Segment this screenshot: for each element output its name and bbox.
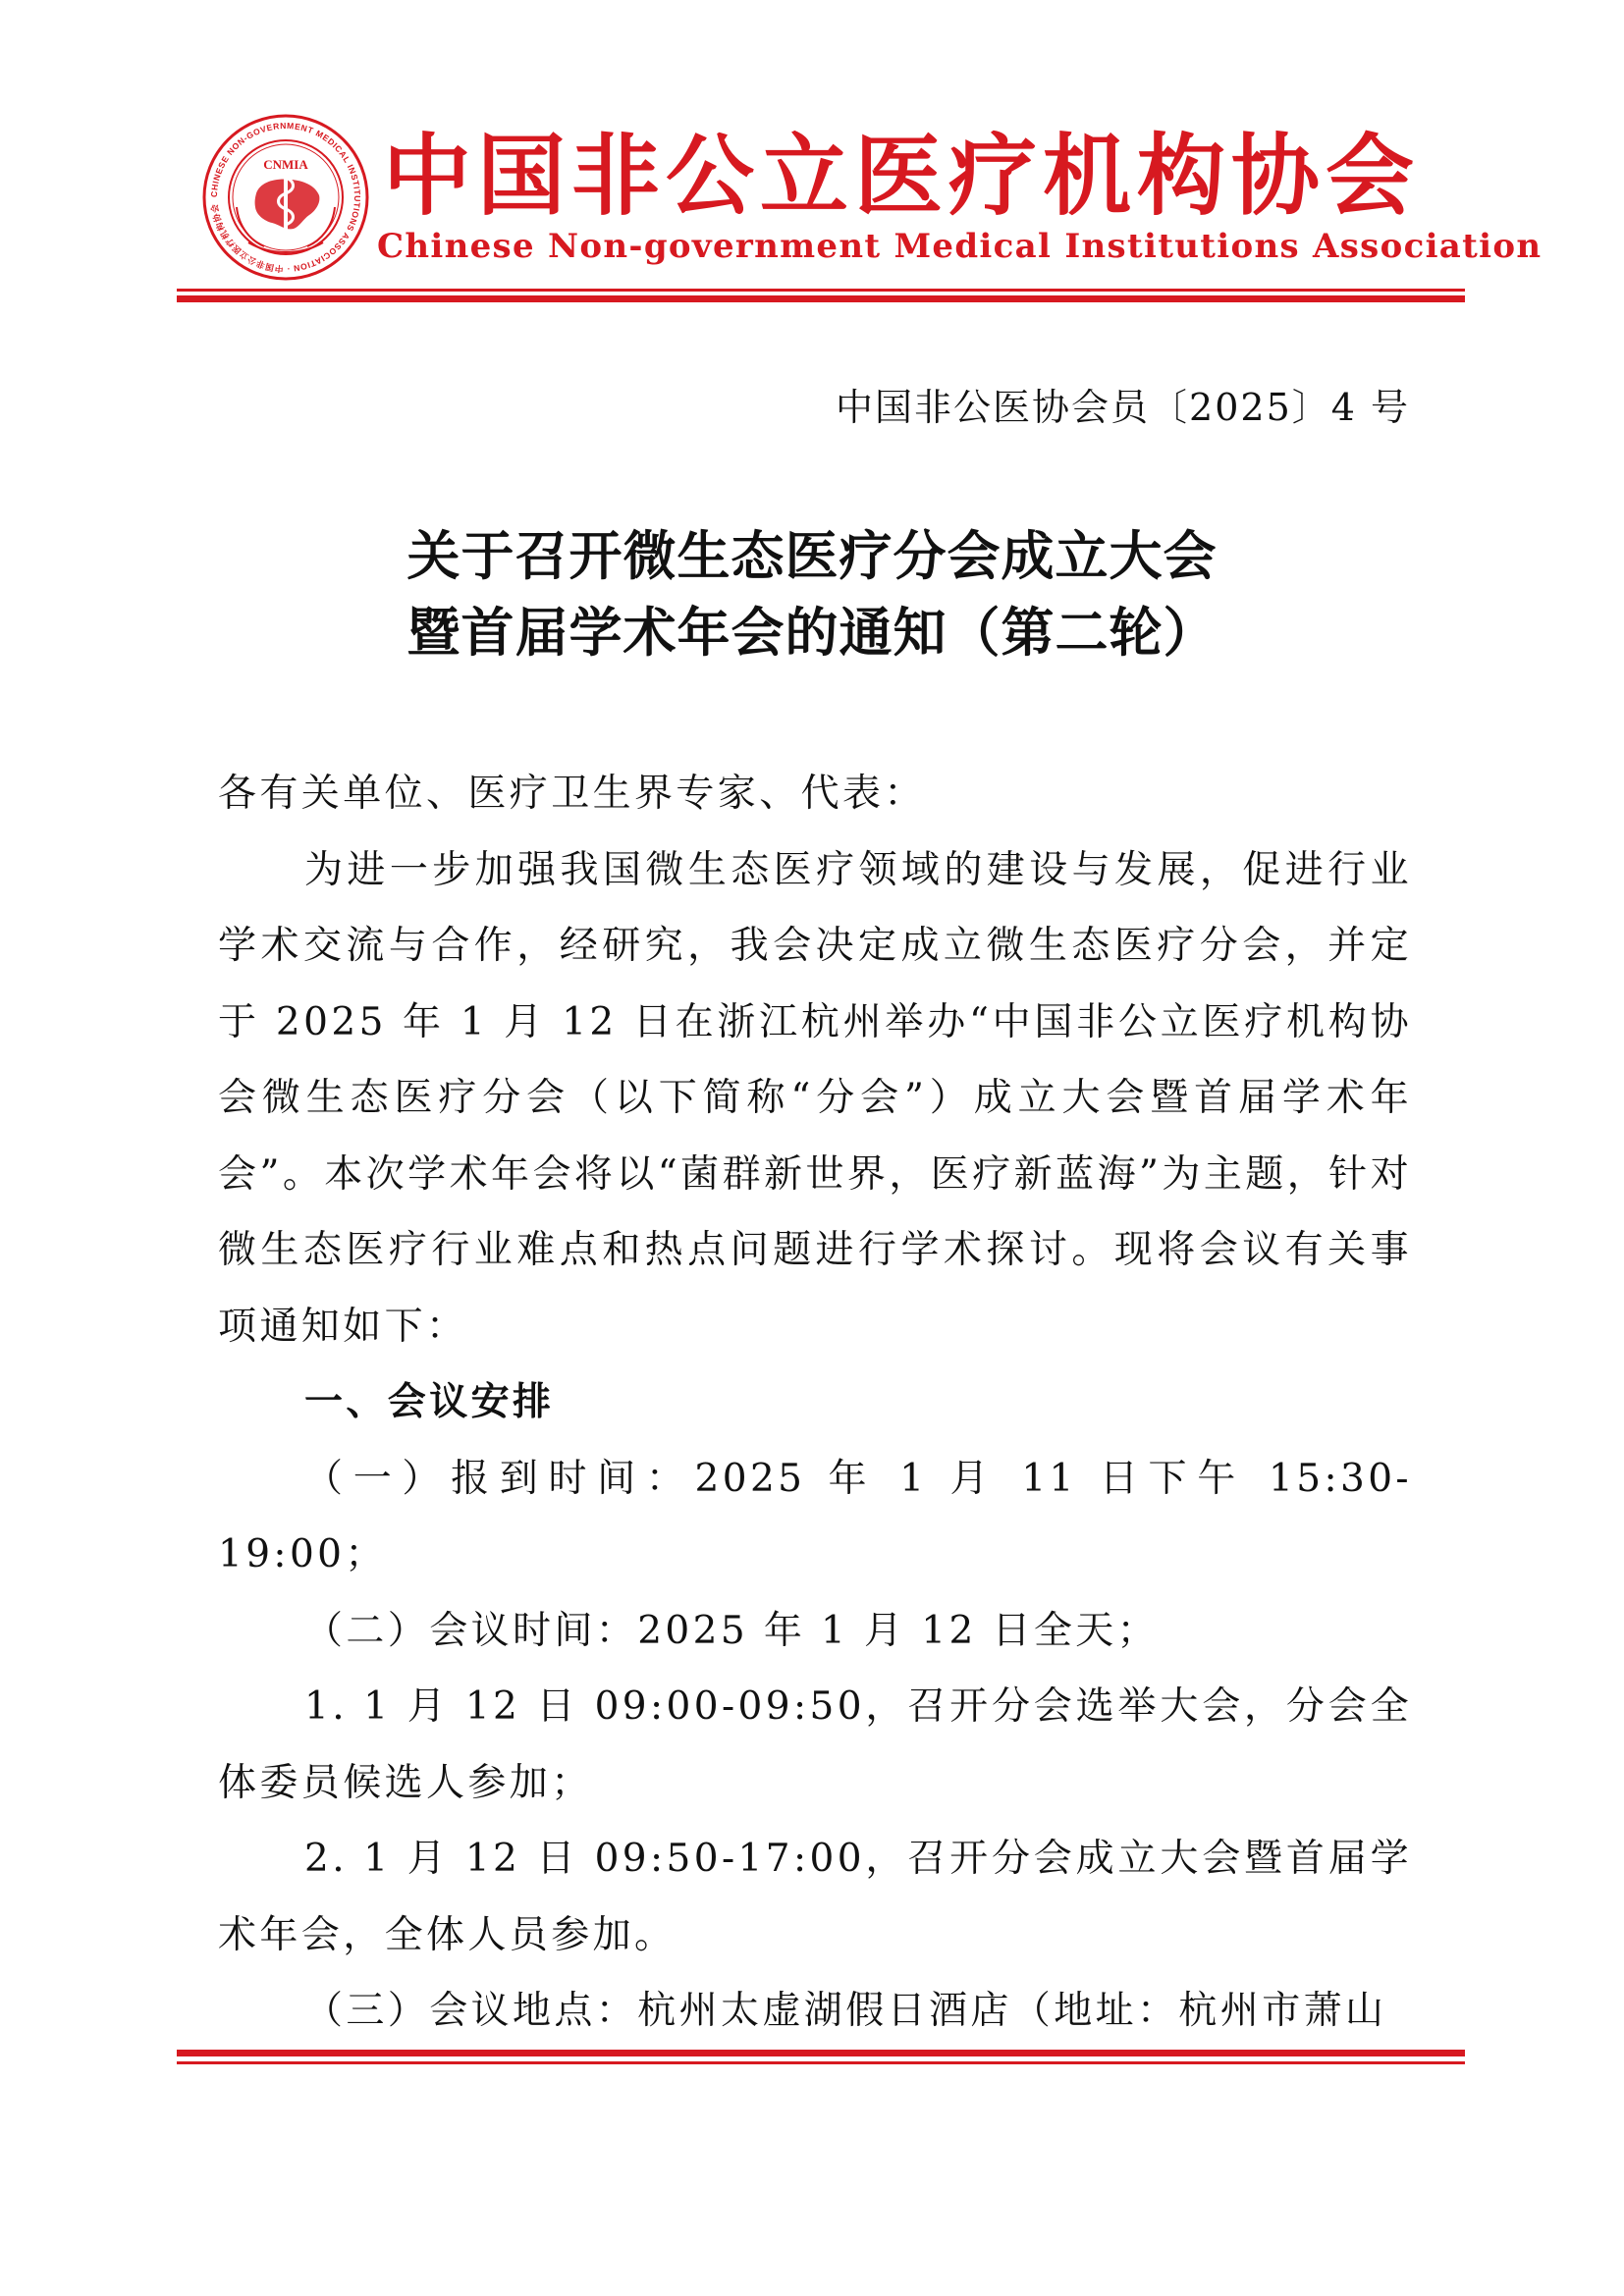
section-heading-arrangement: 一、会议安排: [304, 1380, 555, 1424]
association-logo: [201, 113, 370, 282]
document-number: 中国非公医协会员〔2025〕4 号: [836, 386, 1410, 429]
organization-name-en: Chinese Non-government Medical Institutions Association: [377, 227, 1543, 266]
svg-text:CHINESE NON-GOVERNMENT MEDICAL: CHINESE NON-GOVERNMENT MEDICAL INSTITUTIONS ASSOCIATION · 中国非公立医疗机构协会: [208, 120, 363, 275]
organization-name-cn: 中国非公立医疗机构协会: [383, 125, 1420, 228]
notice-body: [218, 756, 1412, 2050]
svg-text:CNMIA: CNMIA: [263, 157, 308, 172]
association-seal-icon: [201, 113, 370, 282]
footer-rule-thick: [177, 2050, 1465, 2056]
letterhead: [0, 0, 1624, 314]
salutation: 各有关单位、医疗卫生界专家、代表：: [218, 772, 926, 816]
meeting-venue: （三）会议地点：杭州太虚湖假日酒店（地址：杭州市萧山: [304, 1989, 1387, 2033]
header-rule-thin: [177, 289, 1465, 292]
footer-rule-thin: [177, 2061, 1465, 2064]
notice-title-line-2: 暨首届学术年会的通知（第二轮）: [406, 602, 1218, 664]
notice-title-line-1: 关于召开微生态医疗分会成立大会: [406, 525, 1218, 587]
schedule-item-conference: 2. 1 月 12 日 09:50-17:00，召开分会成立大会暨首届学术年会，全体人员参加。: [218, 1837, 1412, 1957]
meeting-time: （二）会议时间：2025 年 1 月 12 日全天；: [304, 1608, 1160, 1653]
intro-paragraph: 为进一步加强我国微生态医疗领域的建设与发展，促进行业学术交流与合作，经研究，我会决定成立微生态医疗分会，并定于 2025 年 1 月 12 日在浙江杭州举办“中国非公立医疗机构协会微生态医疗分会（以下简称“分会”）成立大会暨首届学术年会”。本次学术年会将以“菌群新世界，医疗新蓝海”为主题，针对微生态医疗行业难点和热点问题进行学术探讨。现将会议有关事项通知如下：: [218, 847, 1412, 1349]
header-rule-thick: [177, 295, 1465, 302]
registration-time: （一）报到时间：2025 年 1 月 11 日下午 15:30-19:00；: [218, 1456, 1412, 1576]
schedule-item-election: 1. 1 月 12 日 09:00-09:50，召开分会选举大会，分会全体委员候选人参加；: [218, 1684, 1412, 1805]
